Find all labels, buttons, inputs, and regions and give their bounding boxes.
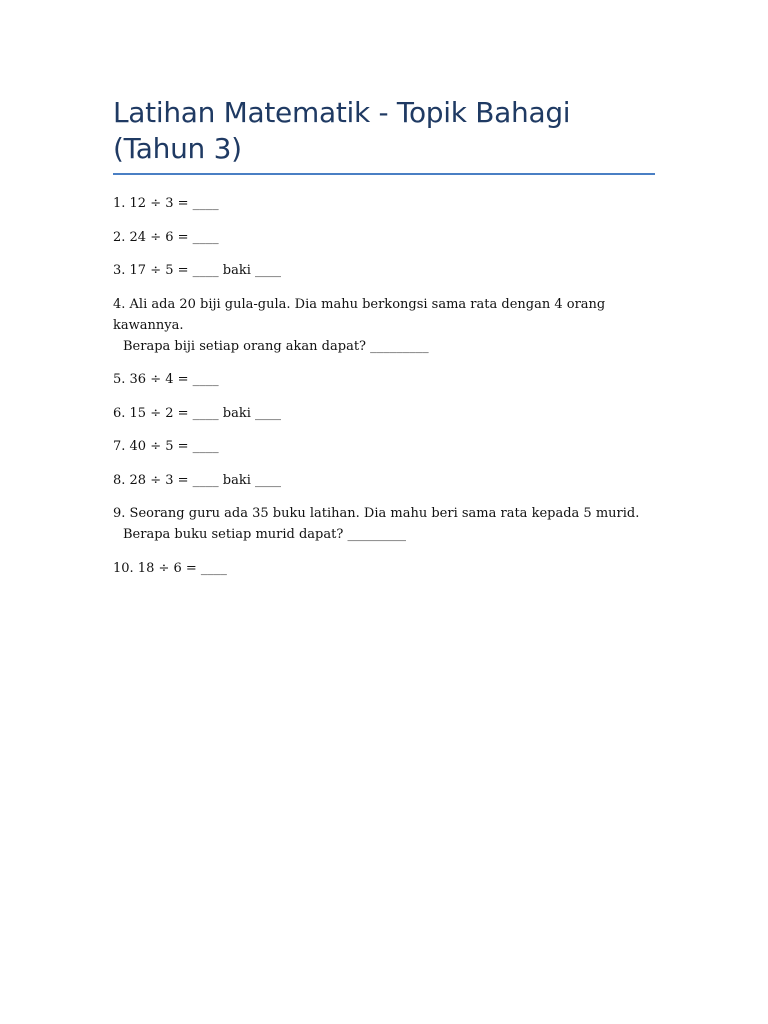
question-text: 10. 18 ÷ 6 = ____ [113, 560, 227, 576]
question-item [113, 193, 655, 214]
question-text: 7. 40 ÷ 5 = ____ [113, 439, 219, 454]
question-text: 8. 28 ÷ 3 = ____ baki ____ [113, 472, 282, 488]
question-item [113, 294, 655, 357]
question-text: 2. 24 ÷ 6 = ____ [113, 229, 219, 245]
question-text: 9. Seorang guru ada 35 buku latihan. Dia mahu beri sama rata kepada 5 murid. [113, 506, 640, 521]
question-subtext: Berapa biji setiap orang akan dapat? _________ [123, 338, 429, 354]
question-item [113, 227, 655, 248]
question-item [113, 436, 655, 457]
question-list [113, 193, 655, 579]
question-item [113, 369, 655, 390]
question-text: 5. 36 ÷ 4 = ____ [113, 372, 219, 387]
question-item [113, 403, 655, 424]
document-page [113, 95, 655, 591]
document-title: Latihan Matematik - Topik Bahagi (Tahun 3) [113, 95, 655, 175]
question-text: 3. 17 ÷ 5 = ____ baki ____ [113, 263, 282, 278]
question-item [113, 260, 655, 281]
question-text: 4. Ali ada 20 biji gula-gula. Dia mahu berkongsi sama rata dengan 4 orang kawannya. [113, 296, 610, 333]
question-text: 1. 12 ÷ 3 = ____ [113, 196, 219, 211]
question-item [113, 558, 655, 579]
question-item [113, 470, 655, 491]
question-subtext: Berapa buku setiap murid dapat? _________ [123, 527, 406, 542]
question-text: 6. 15 ÷ 2 = ____ baki ____ [113, 405, 282, 421]
question-item [113, 503, 655, 545]
